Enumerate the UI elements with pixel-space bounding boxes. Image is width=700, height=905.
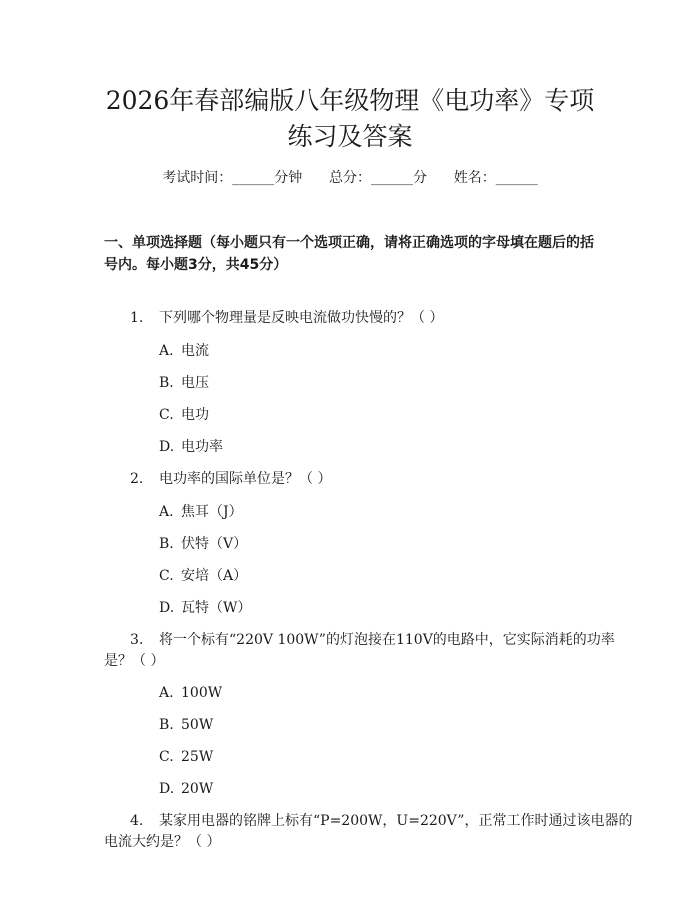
document-title-line-2: 练习及答案 (287, 122, 413, 151)
score-label: 总分： (329, 170, 371, 186)
option-2a: A. 焦耳（J） (159, 504, 243, 520)
question-4-continued: 电流大约是？（ ） (104, 834, 221, 850)
question-number: 3. (130, 632, 144, 648)
name-blank: ______ (495, 170, 538, 186)
score-blank: ______ (371, 170, 413, 186)
time-label: 考试时间： (162, 170, 233, 186)
question-number: 1. (130, 310, 144, 326)
option-1a: A. 电流 (159, 343, 209, 359)
exam-meta (0, 168, 700, 188)
question-text: 下列哪个物理量是反映电流做功快慢的？（ ） (159, 310, 444, 326)
option-3d: D. 20W (159, 781, 214, 797)
option-2b: B. 伏特（V） (159, 536, 248, 552)
question-number: 4. (130, 813, 144, 829)
option-1c: C. 电功 (159, 407, 209, 423)
option-3a: A. 100W (159, 685, 223, 701)
question-text: 将一个标有“220V 100W”的灯泡接在110V的电路中，它实际消耗的功率 (159, 632, 615, 648)
score-unit: 分 (413, 170, 427, 186)
section-heading-line-1: 一、单项选择题（每小题只有一个选项正确，请将正确选项的字母填在题后的括 (104, 235, 594, 251)
name-label: 姓名： (453, 170, 496, 186)
time-unit: 分钟 (274, 170, 303, 186)
document-title-line-1: 2026年春部编版八年级物理《电功率》专项 (105, 86, 595, 115)
option-3c: C. 25W (159, 749, 214, 765)
question-text: 某家用电器的铭牌上标有“P=200W，U=220V”，正常工作时通过该电器的 (159, 813, 633, 829)
question-3-continued: 是？（ ） (104, 653, 165, 669)
option-3b: B. 50W (159, 717, 214, 733)
section-heading (104, 232, 604, 276)
question-number: 2. (130, 471, 144, 487)
option-2c: C. 安培（A） (159, 568, 248, 584)
option-2d: D. 瓦特（W） (159, 600, 252, 616)
time-blank: ______ (232, 170, 275, 186)
section-heading-line-2: 号内。每小题3分，共45分） (104, 257, 288, 273)
option-1b: B. 电压 (159, 375, 209, 391)
option-1d: D. 电功率 (159, 439, 223, 455)
question-text: 电功率的国际单位是？（ ） (159, 471, 332, 487)
